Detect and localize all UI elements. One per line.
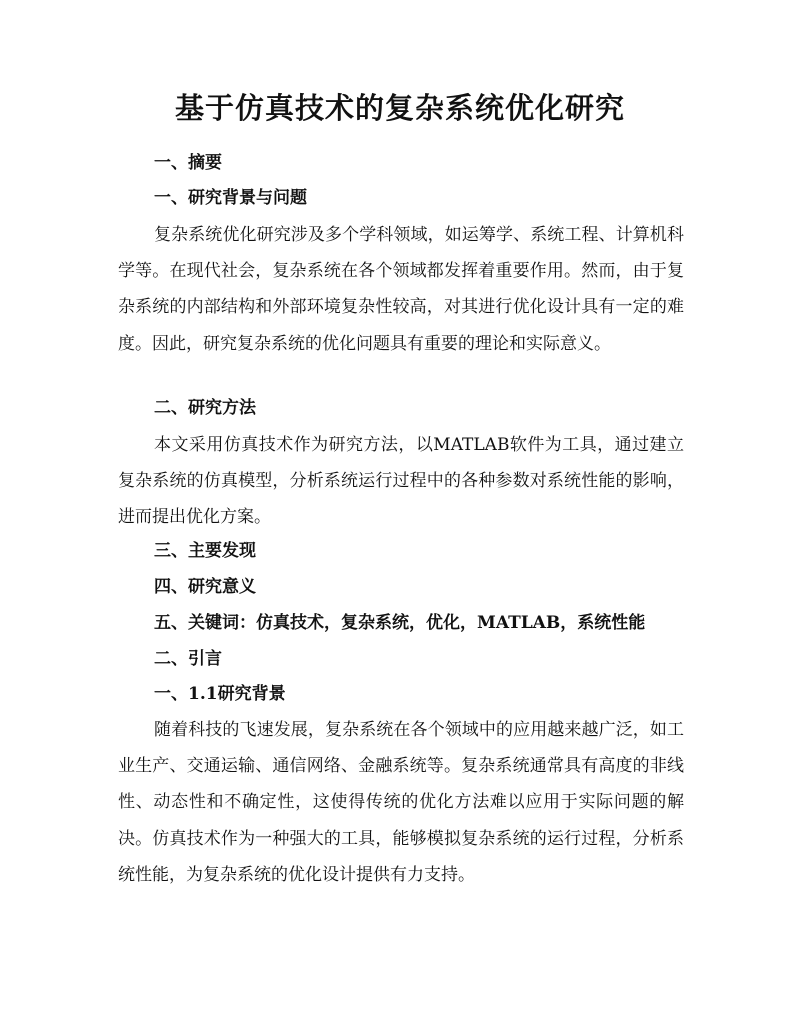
heading-abstract: 一、摘要 [154, 153, 222, 173]
paragraph-research-method: 本文采用仿真技术作为研究方法，以MATLAB软件为工具，通过建立复杂系统的仿真模型，分析系统运行过程中的各种参数对系统性能的影响，进而提出优化方案。 [118, 435, 684, 528]
paragraph-section-1-1: 随着科技的飞速发展，复杂系统在各个领域中的应用越来越广泛，如工业生产、交通运输、通信网络、金融系统等。复杂系统通常具有高度的非线性、动态性和不确定性，这使得传统的优化方法难以应用于实际问题的解决。仿真技术作为一种强大的工具，能够模拟复杂系统的运行过程，分析系统性能，为复杂系统的优化设计提供有力支持。 [118, 720, 684, 885]
heading-research-significance: 四、研究意义 [154, 577, 256, 597]
document-title: 基于仿真技术的复杂系统优化研究 [174, 91, 625, 125]
heading-keywords: 五、关键词：仿真技术，复杂系统，优化，MATLAB，系统性能 [154, 613, 646, 633]
heading-main-findings: 三、主要发现 [154, 541, 256, 561]
heading-research-background: 一、研究背景与问题 [154, 188, 307, 208]
heading-introduction: 二、引言 [154, 649, 222, 669]
heading-research-method: 二、研究方法 [154, 398, 256, 418]
paragraph-research-background: 复杂系统优化研究涉及多个学科领域，如运筹学、系统工程、计算机科学等。在现代社会，复杂系统在各个领域都发挥着重要作用。然而，由于复杂系统的内部结构和外部环境复杂性较高，对其进行优化设计具有一定的难度。因此，研究复杂系统的优化问题具有重要的理论和实际意义。 [118, 225, 684, 354]
heading-section-1-1: 一、1.1研究背景 [154, 684, 286, 704]
